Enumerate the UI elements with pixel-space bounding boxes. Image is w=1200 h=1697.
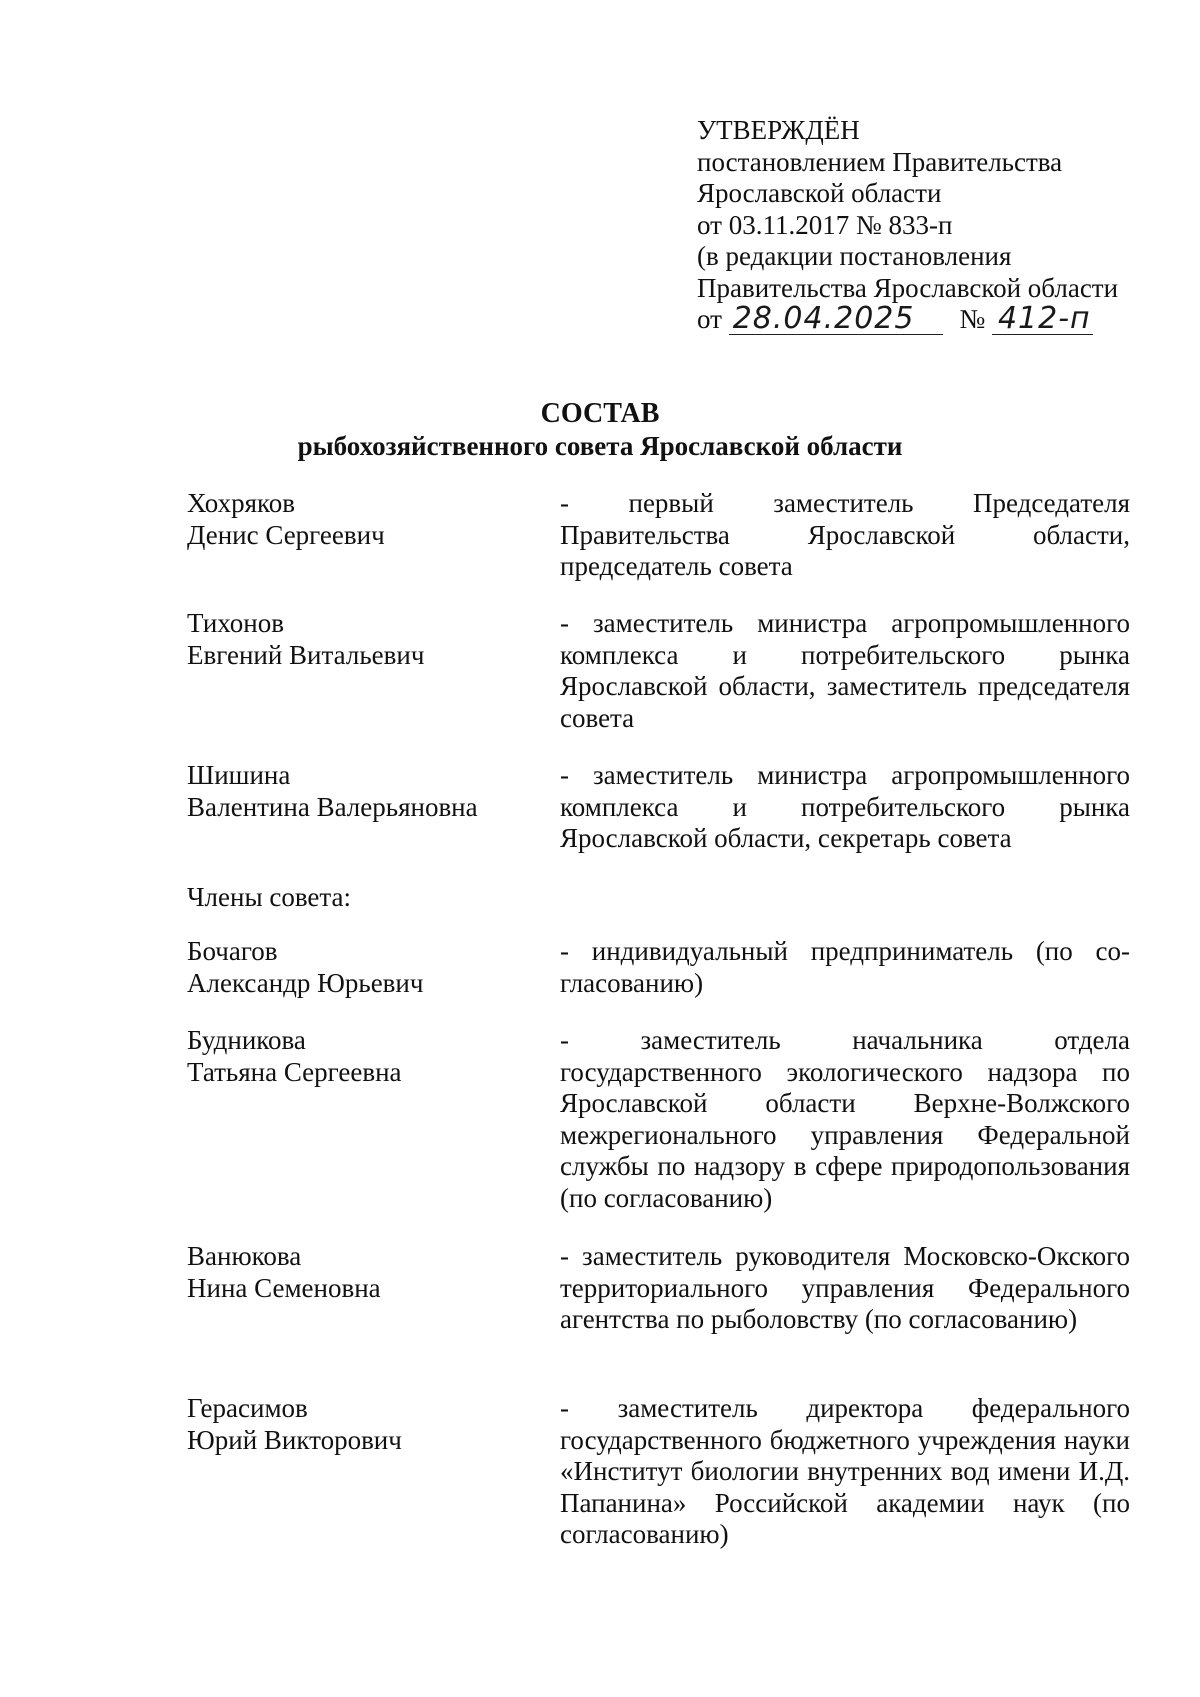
person-role: - первый заместитель Председателя Правительства Ярославской области, председатель совета <box>560 488 1130 581</box>
document-title: СОСТАВ <box>540 398 660 429</box>
person-role: - заместитель министра агропромышленного комплекса и потребительского рынка Ярославской области, заместитель председателя совета <box>560 608 1130 733</box>
given-names: Юрий Викторович <box>187 1424 402 1455</box>
person-name <box>187 488 527 551</box>
handwritten-number: 412-п <box>992 304 1093 335</box>
person-role: - заместитель руководителя Московско-Окского территориального управления Федерального агентства по рыболовству (по согласованию) <box>560 1241 1130 1334</box>
number-prefix: № <box>959 304 986 334</box>
person-name <box>187 608 527 671</box>
given-names: Нина Семеновна <box>187 1272 381 1303</box>
approval-heading: УТВЕРЖДЁН <box>697 115 860 145</box>
person-role: - индивидуальный предприниматель (по согласованию) <box>560 936 1130 998</box>
approval-stamp <box>697 115 1118 336</box>
surname: Хохряков <box>187 488 296 518</box>
person-name <box>187 1025 527 1088</box>
given-names: Валентина Валерьяновна <box>187 791 478 822</box>
surname: Бочагов <box>187 936 278 966</box>
date-prefix: от <box>697 304 722 334</box>
document-subtitle: рыбохозяйственного совета Ярославской области <box>297 431 903 461</box>
given-names: Денис Сергеевич <box>187 519 385 550</box>
approval-line-3: от 03.11.2017 № 833-п <box>697 209 953 240</box>
approval-date-line <box>697 301 1118 336</box>
surname: Ванюкова <box>187 1241 302 1271</box>
approval-line-5: Правительства Ярославской области <box>697 272 1119 303</box>
person-name <box>187 760 527 823</box>
handwritten-date: 28.04.2025 <box>729 304 943 335</box>
approval-line-1: постановлением Правительства <box>697 146 1063 177</box>
person-role: - заместитель министра агропромышленного комплекса и потребительского рынка Ярославской области, секретарь совета <box>560 760 1130 853</box>
surname: Будникова <box>187 1025 306 1055</box>
approval-line-4: (в редакции постановления <box>697 241 1012 271</box>
members-label: Члены совета: <box>187 882 352 912</box>
person-name <box>187 1241 527 1304</box>
approval-line-2: Ярославской области <box>697 178 942 208</box>
person-name <box>187 1393 527 1456</box>
person-role: - заместитель директора федерального государственного бюджетного учреждения науки «Институт биологии внутренних вод имени И.Д. Папанина» Российской академии наук (по согласованию) <box>560 1393 1130 1549</box>
person-name <box>187 936 527 999</box>
surname: Шишина <box>187 760 291 790</box>
given-names: Татьяна Сергеевна <box>187 1056 402 1087</box>
person-role: - заместитель начальника отдела государственного экологического надзора по Ярославской области Верхне-Волжского межрегионального управления Федеральной службы по надзору в сфере природопользования (по согласованию) <box>560 1025 1130 1213</box>
given-names: Евгений Витальевич <box>187 639 425 670</box>
surname: Герасимов <box>187 1393 308 1423</box>
surname: Тихонов <box>187 608 284 638</box>
given-names: Александр Юрьевич <box>187 967 424 998</box>
